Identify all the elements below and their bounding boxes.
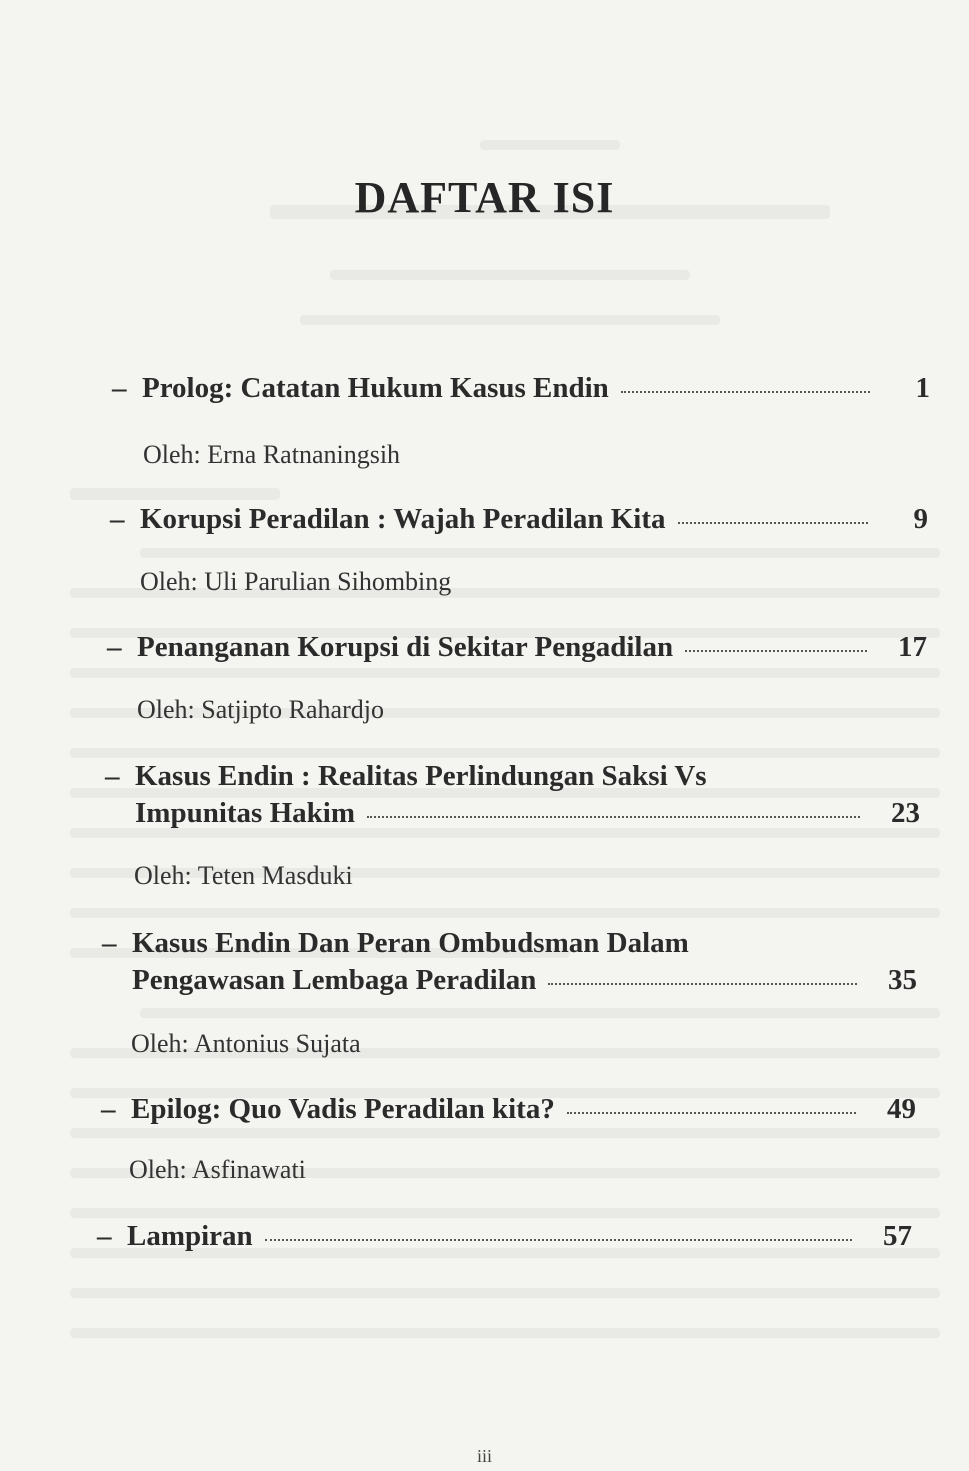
toc-entry[interactable]: [105, 760, 920, 830]
toc-entry-title-continued: Pengawasan Lembaga Peradilan: [132, 964, 537, 996]
bullet-dash: –: [105, 760, 120, 792]
toc-entry[interactable]: [102, 927, 917, 997]
page-number: iii: [476, 1446, 492, 1466]
toc-entry-title: Kasus Endin : Realitas Perlindungan Saksi Vs: [135, 760, 707, 792]
toc-entry-author: Oleh: Teten Masduki: [134, 861, 353, 890]
toc-entry-author: Oleh: Antonius Sujata: [131, 1029, 361, 1058]
toc-entry-title: Penanganan Korupsi di Sekitar Pengadilan: [137, 631, 674, 663]
toc-entry-title: Korupsi Peradilan : Wajah Peradilan Kita: [140, 503, 666, 535]
toc-entry-author: Oleh: Satjipto Rahardjo: [137, 695, 384, 724]
toc-entry-title-continued: Impunitas Hakim: [135, 797, 355, 829]
toc-entry-page: 23: [891, 797, 920, 829]
dot-leader: [685, 650, 867, 652]
toc-entry-author: Oleh: Erna Ratnaningsih: [143, 440, 401, 469]
bullet-dash: –: [97, 1220, 112, 1252]
bullet-dash: –: [110, 503, 125, 535]
toc-entry-page: 35: [888, 964, 917, 996]
toc-entry-title: Kasus Endin Dan Peran Ombudsman Dalam: [132, 927, 689, 959]
dot-leader: [548, 983, 857, 985]
toc-entry[interactable]: [110, 503, 928, 536]
dot-leader: [678, 522, 868, 524]
toc-entry-title: Lampiran: [127, 1220, 253, 1252]
dot-leader: [621, 391, 870, 393]
toc-entry-title: Epilog: Quo Vadis Peradilan kita?: [131, 1093, 555, 1125]
toc-entry-page: 57: [883, 1220, 912, 1252]
toc-entry[interactable]: [112, 372, 930, 405]
page-title: DAFTAR ISI: [354, 173, 615, 222]
bullet-dash: –: [107, 631, 122, 663]
toc-entry[interactable]: [107, 631, 927, 664]
bullet-dash: –: [102, 927, 117, 959]
toc-entry-page: 1: [915, 372, 930, 404]
toc-entry-author: Oleh: Asfinawati: [129, 1155, 306, 1184]
toc-entry-page: 49: [887, 1093, 916, 1125]
bullet-dash: –: [101, 1093, 116, 1125]
dot-leader: [265, 1239, 852, 1241]
dot-leader: [567, 1112, 856, 1114]
toc-entry-page: 9: [913, 503, 928, 535]
toc-entry[interactable]: [101, 1093, 916, 1126]
toc-entry-page: 17: [898, 631, 927, 663]
toc-entry-author: Oleh: Uli Parulian Sihombing: [140, 567, 452, 596]
toc-entry[interactable]: [97, 1220, 912, 1253]
dot-leader: [367, 816, 860, 818]
toc-entry-title: Prolog: Catatan Hukum Kasus Endin: [142, 372, 609, 404]
bullet-dash: –: [112, 372, 127, 404]
